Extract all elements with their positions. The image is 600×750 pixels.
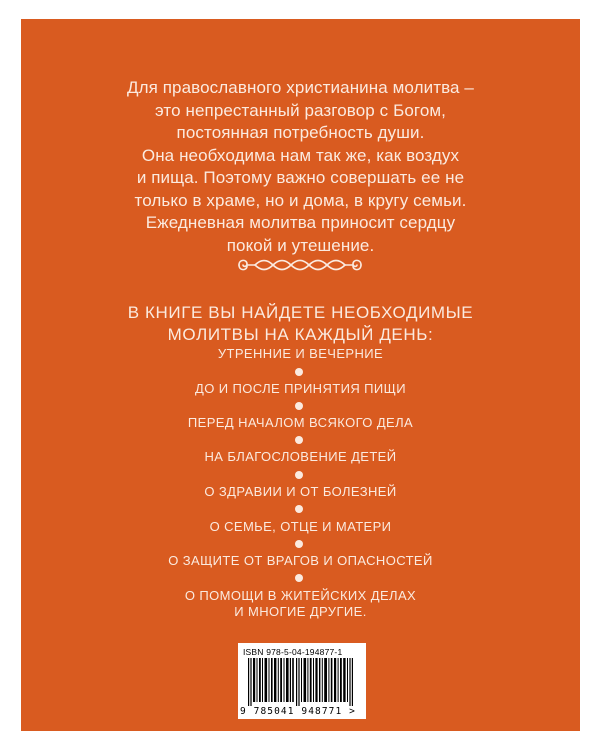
intro-line: Она необходима нам так же, как воздух bbox=[141, 145, 460, 165]
bullet-dot-icon bbox=[295, 436, 303, 444]
prayer-item-text: НА БЛАГОСЛОВЕНИЕ ДЕТЕЙ bbox=[204, 449, 397, 464]
barcode-label bbox=[238, 643, 366, 719]
bullet-dot-icon bbox=[295, 505, 303, 513]
prayer-list-item bbox=[21, 484, 580, 500]
bullet-dot-icon bbox=[295, 471, 303, 479]
prayer-item-text: О ПОМОЩИ В ЖИТЕЙСКИХ ДЕЛАХ bbox=[184, 588, 417, 603]
bullet-dot-icon bbox=[295, 368, 303, 376]
intro-line: постоянная потребность души. bbox=[176, 123, 425, 142]
prayer-list-item bbox=[21, 346, 580, 362]
prayer-item-text: О СЕМЬЕ, ОТЦЕ И МАТЕРИ bbox=[209, 519, 392, 534]
intro-line: Ежедневная молитва приносит сердцу bbox=[145, 213, 456, 232]
intro-line: Для православного христианина молитва – bbox=[126, 78, 474, 97]
intro-line: и пища. Поэтому важно совершать ее не bbox=[136, 168, 465, 187]
prayer-list bbox=[21, 19, 580, 731]
bullet-dot-icon bbox=[295, 540, 303, 548]
isbn-text: ISBN 978-5-04-194877-1 bbox=[243, 647, 343, 657]
heading-line: В КНИГЕ ВЫ НАЙДЕТЕ НЕОБХОДИМЫЕ bbox=[127, 303, 474, 322]
prayer-item-text: ПЕРЕД НАЧАЛОМ ВСЯКОГО ДЕЛА bbox=[187, 415, 414, 430]
prayer-list-item bbox=[21, 449, 580, 465]
barcode-digits: 9 785041 948771 > bbox=[240, 706, 356, 717]
heading-line: МОЛИТВЫ НА КАЖДЫЙ ДЕНЬ: bbox=[167, 325, 434, 344]
book-back-cover bbox=[21, 19, 580, 731]
prayer-list-item bbox=[21, 381, 580, 397]
intro-line: только в храме, но и дома, в кругу семьи. bbox=[134, 190, 467, 210]
prayer-item-text: УТРЕННИЕ И ВЕЧЕРНИЕ bbox=[217, 346, 384, 361]
intro-line: это непрестанный разговор с Богом, bbox=[155, 100, 446, 120]
prayer-list-item bbox=[21, 519, 580, 535]
prayer-item-text: О ЗДРАВИИ И ОТ БОЛЕЗНЕЙ bbox=[204, 484, 397, 499]
prayer-list-item bbox=[21, 415, 580, 431]
bullet-dot-icon bbox=[295, 402, 303, 410]
barcode-icon bbox=[248, 658, 356, 706]
prayer-item-text: И МНОГИЕ ДРУГИЕ. bbox=[234, 604, 367, 619]
prayer-list-item bbox=[21, 588, 580, 620]
prayer-item-text: ДО И ПОСЛЕ ПРИНЯТИЯ ПИЩИ bbox=[195, 381, 406, 396]
intro-line: покой и утешение. bbox=[226, 235, 375, 255]
bullet-dot-icon bbox=[295, 574, 303, 582]
prayer-item-text: О ЗАЩИТЕ ОТ ВРАГОВ И ОПАСНОСТЕЙ bbox=[168, 553, 433, 568]
prayer-list-item bbox=[21, 553, 580, 569]
